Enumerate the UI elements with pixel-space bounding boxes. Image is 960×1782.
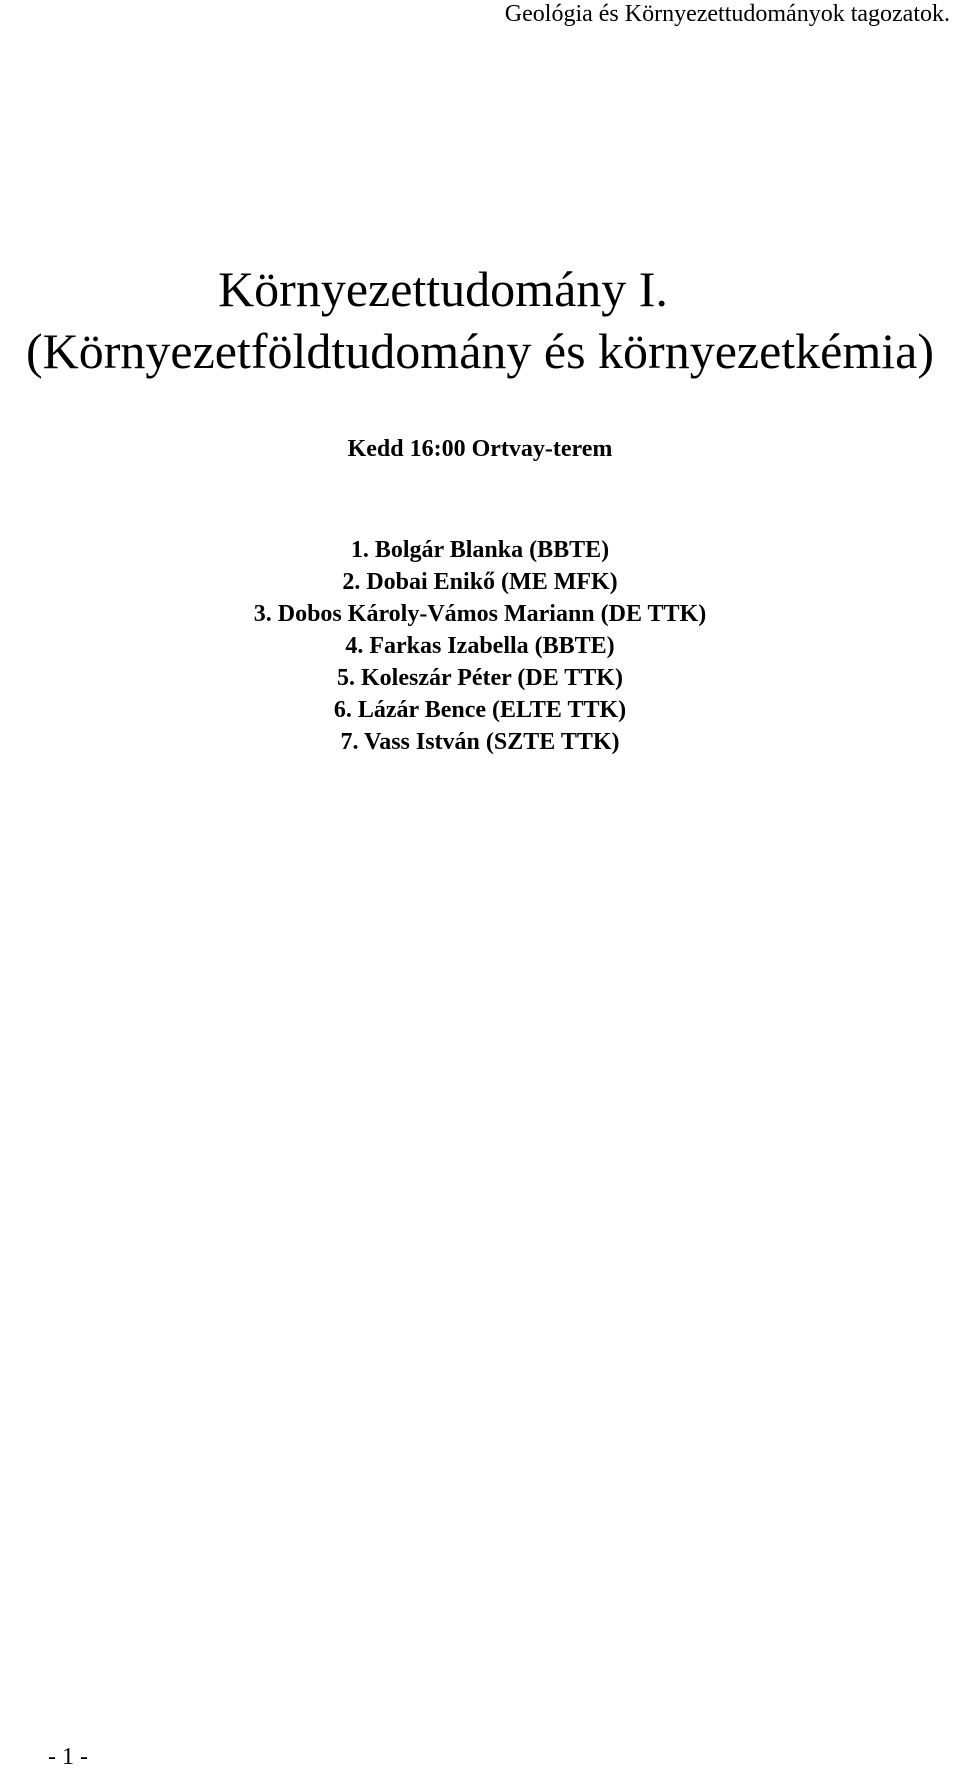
session-schedule: Kedd 16:00 Ortvay-terem	[347, 436, 613, 462]
participant-item: 4. Farkas Izabella (BBTE)	[345, 633, 615, 659]
participant-item: 6. Lázár Bence (ELTE TTK)	[333, 697, 627, 723]
section-title-main: Környezettudomány I.	[218, 261, 668, 317]
running-header: Geológia és Környezettudományok tagozatok.	[504, 1, 950, 27]
page-number: - 1 -	[48, 1744, 88, 1770]
participant-item: 5. Koleszár Péter (DE TTK)	[337, 665, 623, 691]
participant-item: 7. Vass István (SZTE TTK)	[340, 729, 620, 755]
section-title	[0, 258, 960, 382]
participant-item: 1. Bolgár Blanka (BBTE)	[350, 537, 610, 563]
participant-list	[0, 534, 960, 758]
participant-item: 2. Dobai Enikő (ME MFK)	[342, 569, 618, 595]
section-title-subtitle: (Környezetföldtudomány és környezetkémia)	[26, 323, 934, 379]
participant-item: 3. Dobos Károly-Vámos Mariann (DE TTK)	[253, 601, 707, 627]
